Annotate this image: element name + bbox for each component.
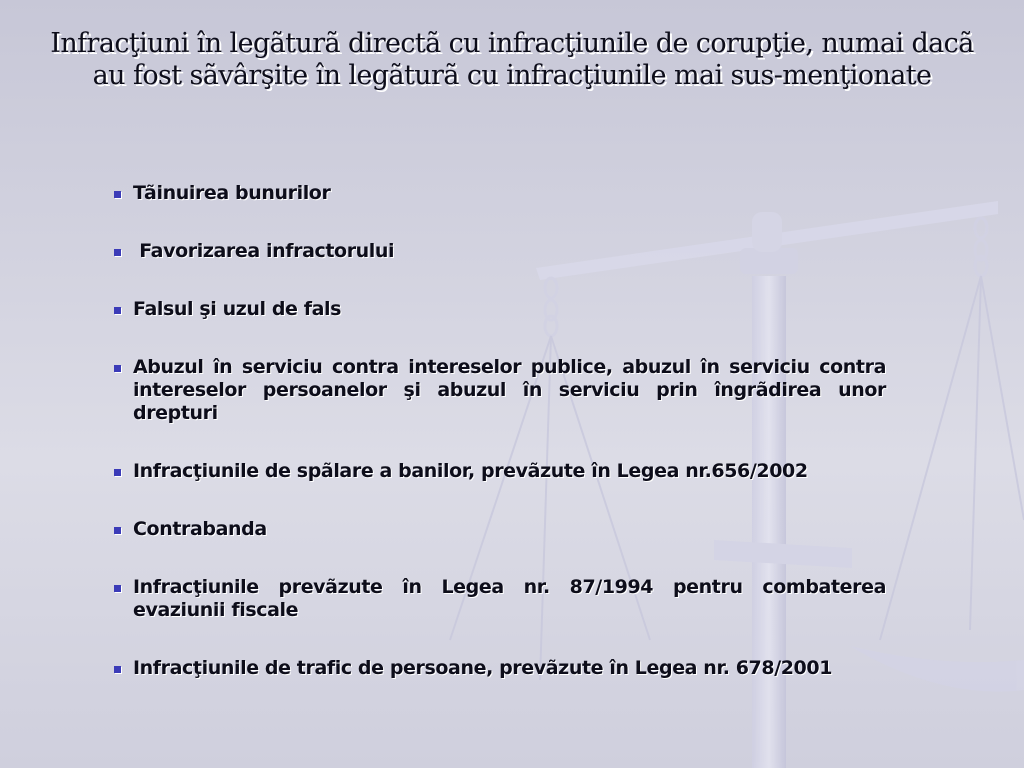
list-item-text: Infracţiunile prevãzute în Legea nr. 87/1994 pentru combaterea evaziunii fiscale: [133, 576, 886, 621]
list-item-text: Abuzul în serviciu contra intereselor publice, abuzul în serviciu contra intereselor persoanelor şi abuzul în serviciu prin îngrãdirea unor drepturi: [133, 356, 886, 424]
list-item: [112, 356, 886, 425]
square-bullet-icon: [114, 365, 121, 372]
square-bullet-icon: [114, 307, 121, 314]
bullet-list: [112, 182, 886, 680]
list-item: [112, 657, 886, 680]
slide-title: Infracţiuni în legãturã directã cu infracţiunile de corupţie, numai dacã au fost sãvârşite în legãturã cu infracţiunile mai sus-menţionate: [50, 28, 974, 91]
list-item-text: Contrabanda: [133, 518, 267, 540]
list-item: [112, 240, 886, 263]
list-item: [112, 182, 886, 205]
list-item: [112, 518, 886, 541]
square-bullet-icon: [114, 666, 121, 673]
list-item-text: Infracţiunile de trafic de persoane, prevãzute în Legea nr. 678/2001: [133, 657, 833, 679]
list-item: [112, 298, 886, 321]
square-bullet-icon: [114, 469, 121, 476]
list-item-text: Falsul şi uzul de fals: [133, 298, 342, 320]
list-item: [112, 576, 886, 622]
square-bullet-icon: [114, 191, 121, 198]
list-item-text: Favorizarea infractorului: [133, 240, 395, 262]
square-bullet-icon: [114, 527, 121, 534]
list-item-text: Tãinuirea bunurilor: [133, 182, 331, 204]
square-bullet-icon: [114, 585, 121, 592]
square-bullet-icon: [114, 249, 121, 256]
list-item-text: Infracţiunile de spãlare a banilor, prevãzute în Legea nr.656/2002: [133, 460, 808, 482]
list-item: [112, 460, 886, 483]
